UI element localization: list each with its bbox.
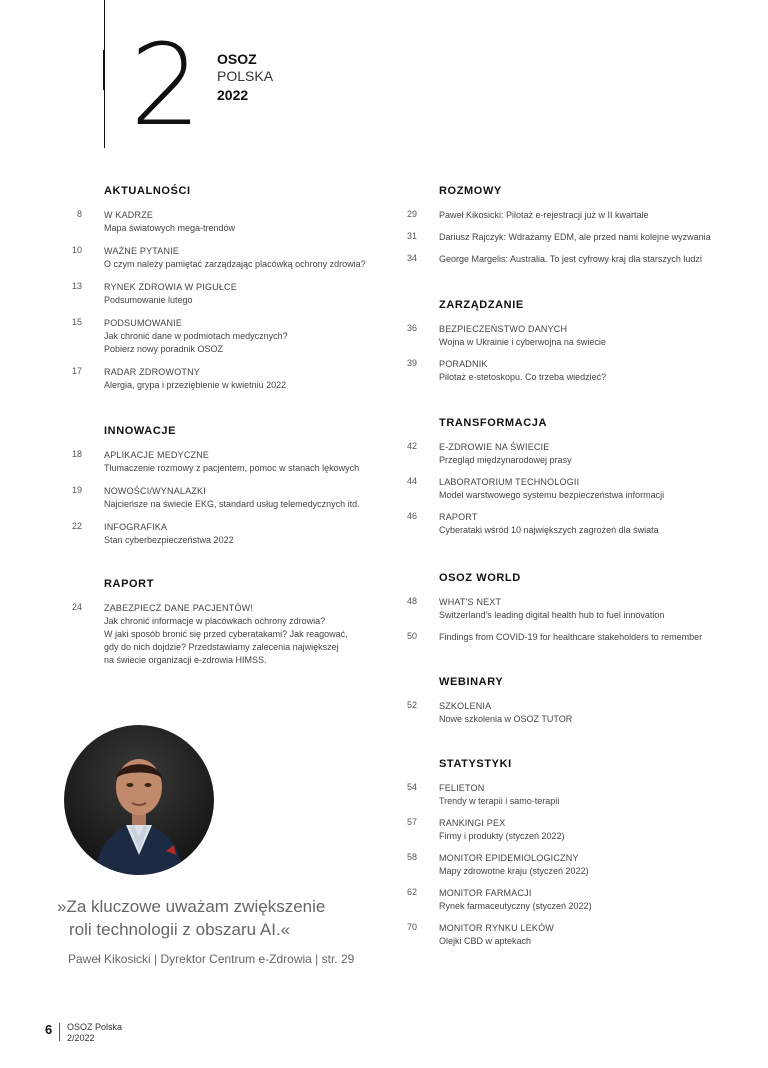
toc-entry[interactable] [406,323,768,349]
section-title: INNOWACJE [104,425,177,437]
toc-entry[interactable] [406,209,768,222]
toc-entry[interactable] [71,449,434,475]
toc-section [406,417,768,535]
section-title: WEBINARY [439,676,504,688]
toc-right-column [406,0,768,980]
masthead-osoz: OSOZ [217,51,257,67]
quote-line-1: »Za kluczowe uważam zwiększenie [57,897,326,916]
entry-description: Tłumaczenie rozmowy z pacjentem, pomoc w stanach lękowych [104,463,360,473]
toc-entry[interactable] [406,782,768,808]
entry-description: George Margelis: Australia. To jest cyfrowy kraj dla starszych ludzi [439,254,702,264]
entry-description: Przegląd międzynarodowej prasy [439,455,572,465]
entry-description: Jak chronić informacje w placówkach ochrony zdrowia? [104,616,326,626]
footer-divider [59,1023,60,1041]
entry-page-number: 52 [406,700,417,710]
entry-description: Pilotaż e-stetoskopu. Co trzeba wiedzieć? [439,372,607,382]
entry-title: INFOGRAFIKA [104,522,168,532]
entry-description: Paweł Kikosicki: Pilotaż e-rejestracji już w II kwartale [439,210,649,220]
entry-page-number: 10 [71,245,82,255]
issue-number: 2 [130,21,202,151]
toc-entry[interactable] [406,253,768,266]
entry-description: Podsumowanie lutego [104,295,193,305]
toc-entry[interactable] [71,245,434,271]
entry-page-number: 34 [406,253,417,263]
entry-description: Mapy zdrowotne kraju (styczeń 2022) [439,866,589,876]
entry-description: gdy do nich dojdzie? Przedstawiamy zalecenia największej [104,642,339,652]
entry-description: Trendy w terapii i samo-terapii [439,796,560,806]
entry-page-number: 42 [406,441,417,451]
entry-description: W jaki sposób bronić się przed cyberatakami? Jak reagować, [104,629,348,639]
toc-entry[interactable] [406,596,768,622]
footer-issue: 2/2022 [67,1033,95,1043]
entry-description: Stan cyberbezpieczeństwa 2022 [104,535,234,545]
entry-page-number: 70 [406,922,417,932]
entry-page-number: 62 [406,887,417,897]
entry-page-number: 46 [406,511,417,521]
toc-section [406,758,768,946]
entry-description: Rynek farmaceutyczny (styczeń 2022) [439,901,592,911]
quote-line-2: roli technologii z obszaru AI.« [69,920,291,939]
entry-title: RANKINGI PEX [439,818,506,828]
entry-description: Mapa światowych mega-trendów [104,223,236,233]
entry-page-number: 31 [406,231,417,241]
entry-description: Switzerland's leading digital health hub to fuel innovation [439,610,665,620]
entry-page-number: 15 [71,317,82,327]
footer-publication: OSOZ Polska [67,1022,123,1032]
entry-page-number: 29 [406,209,417,219]
entry-title: MONITOR RYNKU LEKÓW [439,923,554,933]
entry-title: MONITOR EPIDEMIOLOGICZNY [439,853,579,863]
toc-entry[interactable] [71,602,434,667]
section-title: AKTUALNOŚCI [104,185,191,197]
entry-title: W KADRZE [104,210,154,220]
entry-title: WHAT'S NEXT [439,597,502,607]
toc-entry[interactable] [406,476,768,502]
entry-title: NOWOŚCI/WYNALAZKI [104,486,206,496]
entry-title: MONITOR FARMACJI [439,888,532,898]
person-illustration [64,725,214,875]
toc-entry[interactable] [406,511,768,537]
entry-description: Najcieńsze na świecie EKG, standard usług telemedycznych itd. [104,499,360,509]
entry-title: PORADNIK [439,359,488,369]
toc-section [406,299,768,382]
toc-entry[interactable] [406,700,768,726]
toc-entry[interactable] [406,922,768,948]
masthead-year: 2022 [217,87,249,103]
toc-entry[interactable] [406,631,768,644]
section-title: ZARZĄDZANIE [439,299,524,311]
toc-entry[interactable] [406,358,768,384]
section-title: ROZMOWY [439,185,502,197]
entry-description: Dariusz Rajczyk: Wdrażamy EDM, ale przed nami kolejne wyzwania [439,232,711,242]
entry-page-number: 24 [71,602,82,612]
section-title: RAPORT [104,578,155,590]
entry-description: O czym należy pamiętać zarządzając placówką ochrony zdrowia? [104,259,366,269]
toc-entry[interactable] [71,366,434,392]
entry-page-number: 44 [406,476,417,486]
author-portrait [64,725,214,875]
entry-description: Firmy i produkty (styczeń 2022) [439,831,565,841]
toc-left-column [71,0,434,700]
entry-title: RAPORT [439,512,478,522]
entry-title: APLIKACJE MEDYCZNE [104,450,210,460]
toc-section [406,676,768,724]
section-title: TRANSFORMACJA [439,417,548,429]
toc-entry[interactable] [71,485,434,511]
toc-entry[interactable] [406,852,768,878]
entry-title: PODSUMOWANIE [104,318,183,328]
entry-title: RADAR ZDROWOTNY [104,367,200,377]
entry-title: E-ZDROWIE NA ŚWIECIE [439,442,550,452]
entry-description: Pobierz nowy poradnik OSOZ [104,344,224,354]
entry-page-number: 8 [76,209,82,219]
entry-description: Alergia, grypa i przeziębienie w kwietniu 2022 [104,380,287,390]
toc-entry[interactable] [71,521,434,547]
entry-description: Nowe szkolenia w OSOZ TUTOR [439,714,573,724]
entry-page-number: 50 [406,631,417,641]
entry-title: LABORATORIUM TECHNOLOGII [439,477,580,487]
quote-caption: Paweł Kikosicki | Dyrektor Centrum e-Zdrowia | str. 29 [68,952,355,966]
entry-title: ZABEZPIECZ DANE PACJENTÓW! [104,603,254,613]
entry-page-number: 19 [71,485,82,495]
entry-page-number: 54 [406,782,417,792]
toc-entry[interactable] [406,817,768,843]
entry-description: Jak chronić dane w podmiotach medycznych? [104,331,288,341]
entry-page-number: 18 [71,449,82,459]
entry-title: WAŻNE PYTANIE [104,246,180,256]
entry-page-number: 39 [406,358,417,368]
entry-page-number: 36 [406,323,417,333]
section-title: STATYSTYKI [439,758,512,770]
entry-page-number: 22 [71,521,82,531]
entry-page-number: 58 [406,852,417,862]
entry-description: Wojna w Ukrainie i cyberwojna na świecie [439,337,606,347]
entry-description: Model warstwowego systemu bezpieczeństwa informacji [439,490,665,500]
toc-entry[interactable] [406,887,768,913]
entry-page-number: 48 [406,596,417,606]
toc-entry[interactable] [406,441,768,467]
toc-entry[interactable] [71,317,434,356]
toc-entry[interactable] [406,231,768,244]
entry-page-number: 57 [406,817,417,827]
entry-title: FELIETON [439,783,485,793]
toc-entry[interactable] [71,281,434,307]
masthead-polska: POLSKA [217,68,274,84]
toc-section [406,572,768,642]
toc-section [406,185,768,264]
toc-entry[interactable] [76,209,434,235]
entry-description: Findings from COVID-19 for healthcare stakeholders to remember [439,632,703,642]
entry-title: RYNEK ZDROWIA W PIGUŁCE [104,282,237,292]
entry-description: Olejki CBD w aptekach [439,936,532,946]
entry-description: na świecie organizacji e-zdrowia HIMSS. [104,655,267,665]
entry-page-number: 17 [71,366,82,376]
footer-page-number: 6 [45,1022,53,1037]
entry-title: SZKOLENIA [439,701,492,711]
section-title: OSOZ WORLD [439,572,521,584]
entry-title: BEZPIECZEŃSTWO DANYCH [439,324,568,334]
entry-page-number: 13 [71,281,82,291]
entry-description: Cyberataki wśród 10 największych zagrożeń dla świata [439,525,659,535]
